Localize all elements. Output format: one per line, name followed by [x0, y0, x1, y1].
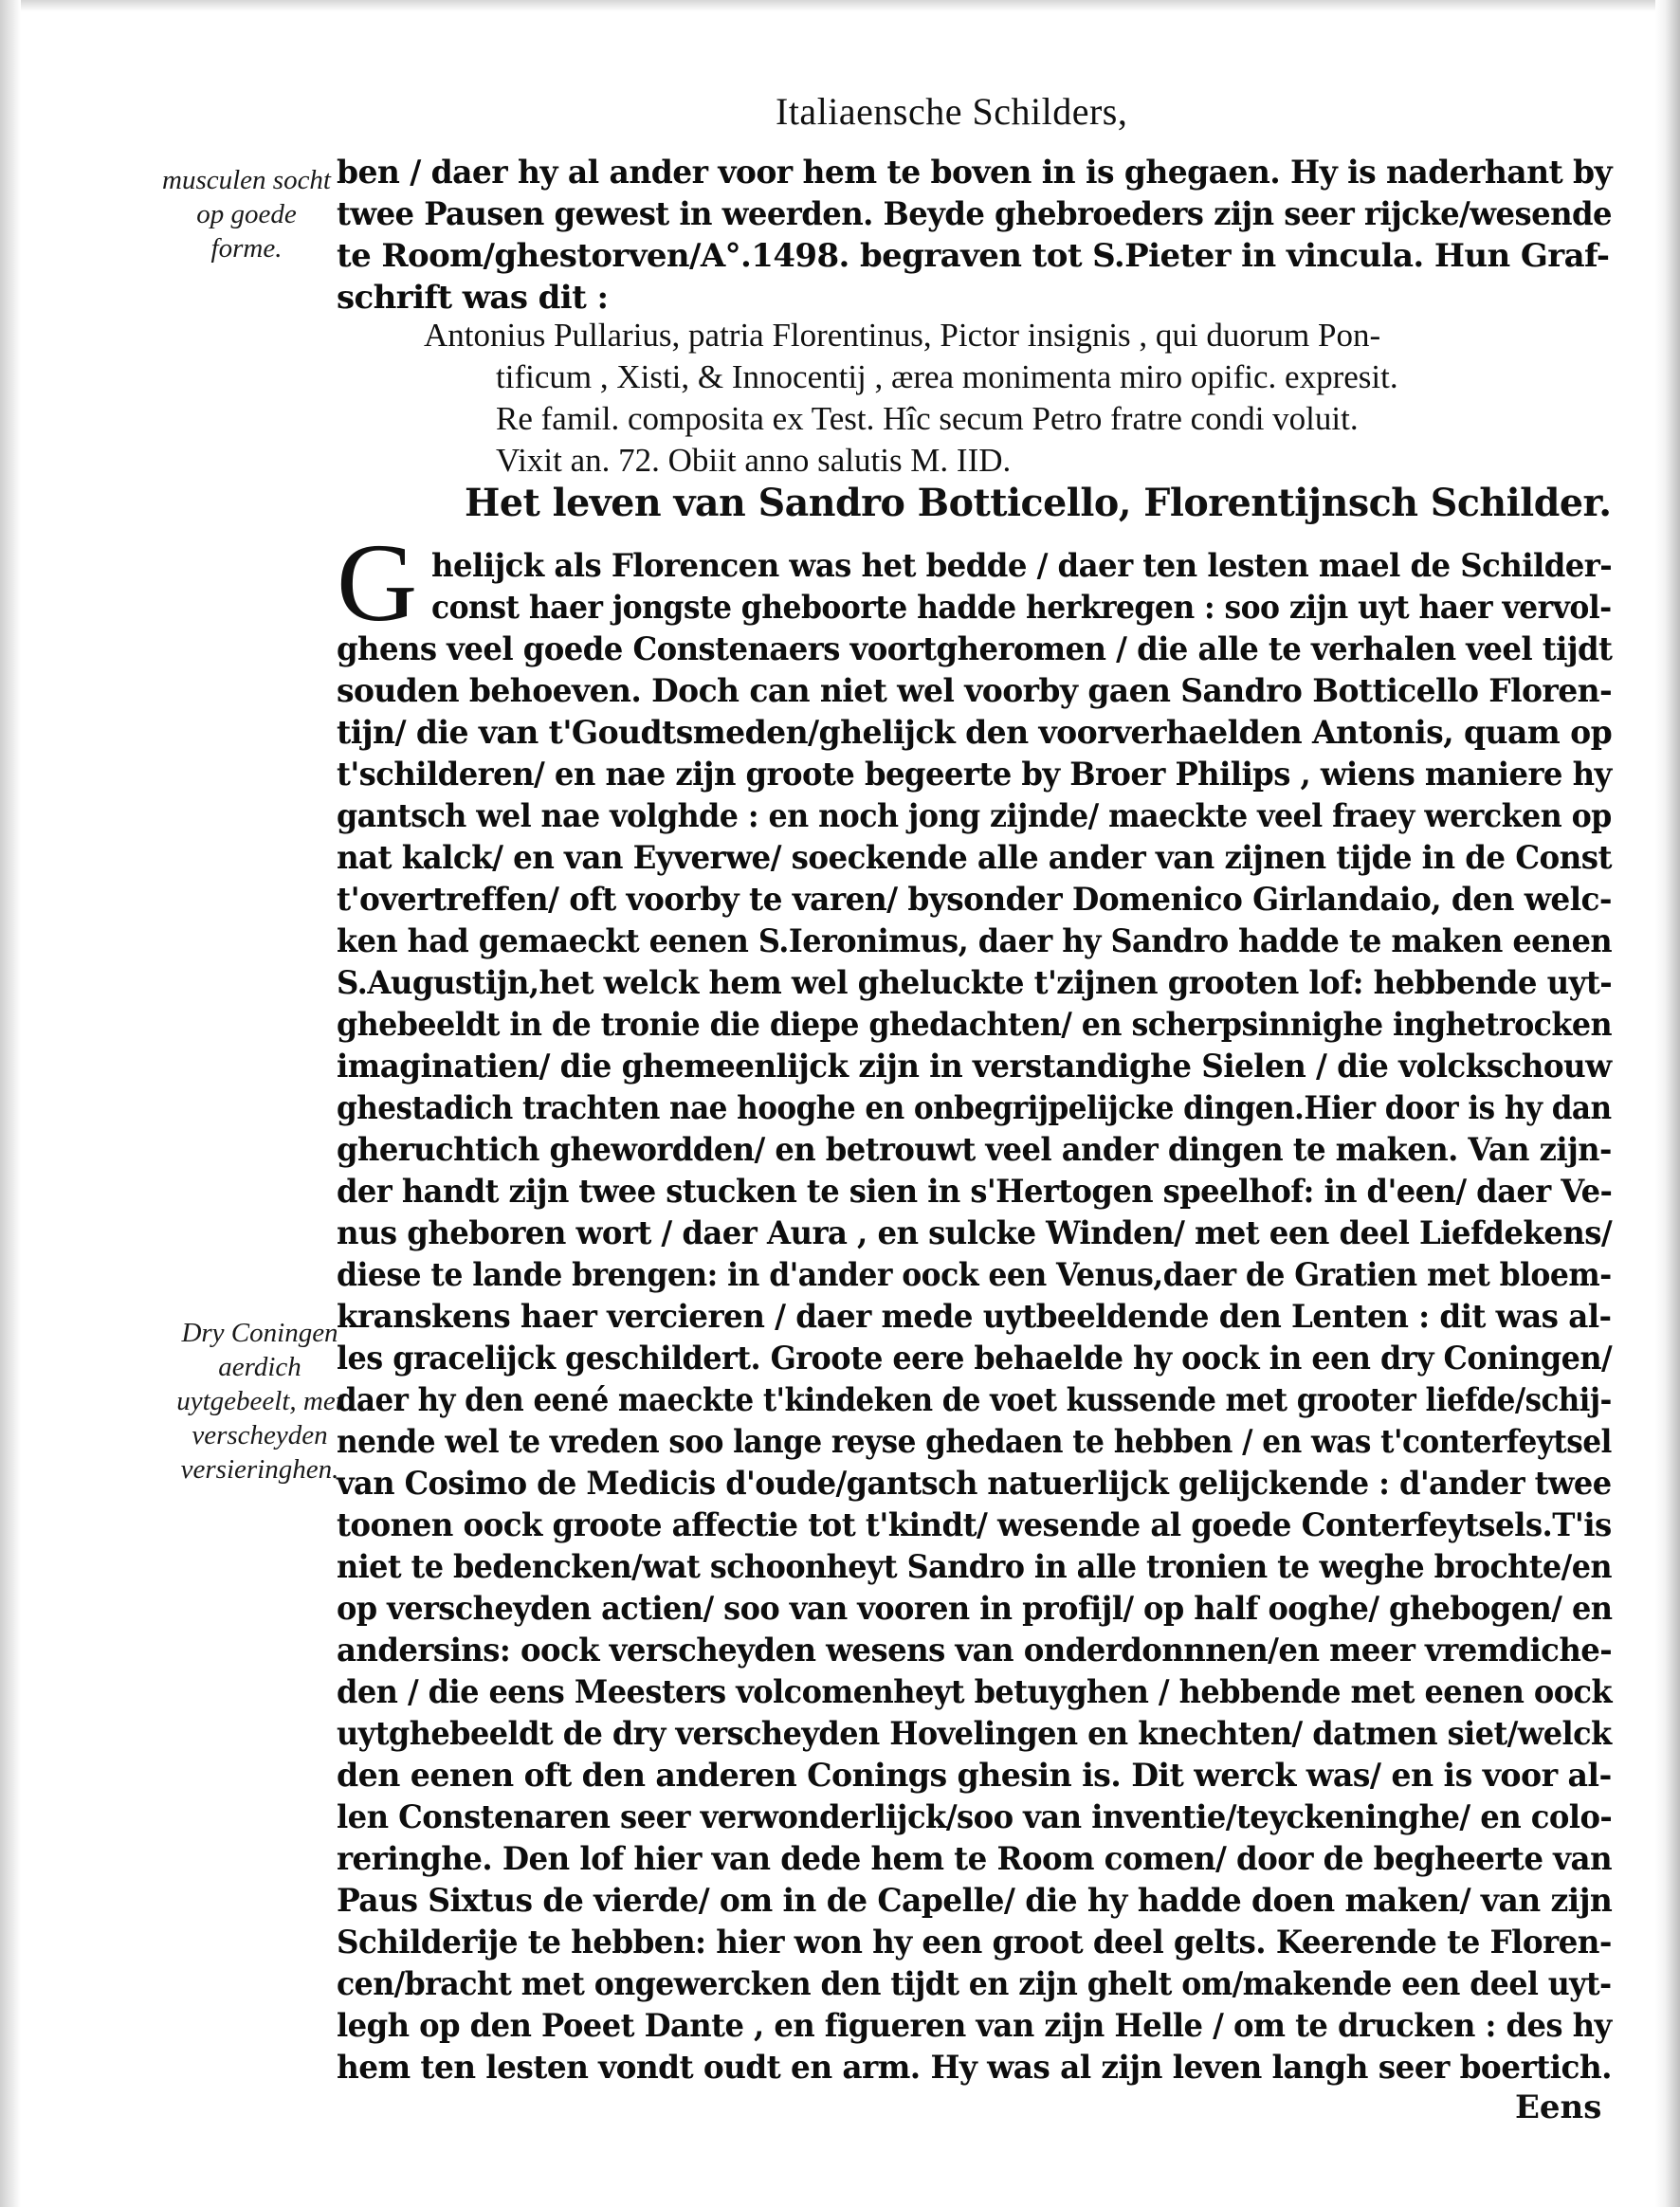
body-line: ghestadich trachten nae hooghe en onbegrijpelijcke dingen.Hier door is hy dan — [337, 1089, 1612, 1127]
body-line: daer hy den eené maeckte t'kindeken de voet kussende met grooter liefde/schij- — [337, 1381, 1612, 1419]
chapter-title: Het leven van Sandro Botticello, Florentijnsch Schilder. — [465, 481, 1612, 525]
body-line: kranskens haer vercieren / daer mede uytbeeldende den Lenten : dit was al- — [337, 1298, 1612, 1336]
body-line: imaginatien/ die ghemeenlijck zijn in verstandighe Sielen / die volckschouw — [337, 1048, 1612, 1085]
body-line: legh op den Poeet Dante , en figueren van zijn Helle / om te drucken : des hy — [337, 2007, 1612, 2045]
body-line: nat kalck/ en van Eyverwe/ soeckende alle ander van zijnen tijde in de Const — [337, 839, 1612, 877]
body-line: souden behoeven. Doch can niet wel voorby gaen Sandro Botticello Floren- — [337, 672, 1613, 710]
body-line: den / die eens Meesters volcomenheyt betuyghen / hebbende met eenen oock — [337, 1673, 1613, 1711]
catchword: Eens — [1515, 2088, 1602, 2126]
running-head: Italiaensche Schilders, — [776, 90, 1128, 133]
body-line: van Cosimo de Medicis d'oude/gantsch natuerlijck gelijckende : d'ander twee — [337, 1465, 1612, 1503]
body-line: t'schilderen/ en nae zijn groote begeerte by Broer Philips , wiens maniere hy — [337, 756, 1612, 793]
scan-shadow-left — [0, 0, 21, 2207]
epitaph-line: Vixit an. 72. Obiit anno salutis M. IID. — [496, 442, 1012, 479]
body-line: der handt zijn twee stucken te sien in s'Hertogen speelhof: in d'een/ daer Ve- — [337, 1173, 1613, 1211]
body-line: te Room/ghestorven/A°.1498. begraven tot S.Pieter in vincula. Hun Graf- — [337, 237, 1610, 275]
scan-shadow-top — [0, 0, 1680, 11]
body-line: niet te bedencken/wat schoonheyt Sandro in alle tronien te weghe brochte/en — [337, 1548, 1613, 1586]
body-line: const haer jongste gheboorte hadde herkregen : soo zijn uyt haer vervol- — [431, 589, 1612, 627]
body-line: hem ten lesten vondt oudt en arm. Hy was al zijn leven langh seer boertich. — [337, 2049, 1612, 2087]
drop-cap: G — [337, 520, 418, 645]
body-line: Schilderije te hebben: hier won hy een groot deel gelts. Keerende te Floren- — [337, 1924, 1612, 1961]
body-line: reringhe. Den lof hier van dede hem te Room comen/ door de begheerte van — [337, 1840, 1613, 1878]
body-line: helijck als Florencen was het bedde / daer ten lesten mael de Schilder- — [431, 547, 1613, 585]
body-line: tijn/ die van t'Goudtsmeden/ghelijck den voorverhaelden Antonis, quam op — [337, 714, 1613, 752]
body-line: op verscheyden actien/ soo van vooren in profijl/ op half ooghe/ ghebogen/ en — [337, 1590, 1613, 1628]
epitaph-line: Re famil. composita ex Test. Hîc secum Petro fratre condi voluit. — [496, 400, 1359, 437]
body-line: les gracelijck geschildert. Groote eere behaelde hy oock in een dry Coningen/ — [337, 1340, 1613, 1377]
body-line: nende wel te vreden soo lange reyse ghedaen te hebben / en was t'conterfeytsel — [337, 1423, 1612, 1461]
body-line: ben / daer hy al ander voor hem te boven in is ghegaen. Hy is naderhant by — [337, 154, 1613, 192]
margin-note-2: Dry Coningen aerdich uytgebeelt, met verscheyden versieringhen. — [176, 1318, 343, 1485]
body-line: len Constenaren seer verwonderlijck/soo van inventie/teyckeninghe/ en colo- — [337, 1798, 1613, 1836]
epitaph-line: Antonius Pullarius, patria Florentinus, Pictor insignis , qui duorum Pon- — [424, 317, 1381, 354]
body-line: Paus Sixtus de vierde/ om in de Capelle/ die hy hadde doen maken/ van zijn — [337, 1882, 1613, 1920]
body-line: diese te lande brengen: in d'ander oock een Venus,daer de Gratien met bloem- — [337, 1256, 1612, 1294]
body-line: gheruchtich ghewordden/ en betrouwt veel ander dingen te maken. Van zijn- — [337, 1131, 1612, 1169]
body-line: t'overtreffen/ oft voorby te varen/ bysonder Domenico Girlandaio, den welc- — [337, 881, 1612, 919]
body-line: den eenen oft den anderen Conings ghesin is. Dit werck was/ en is voor al- — [337, 1757, 1612, 1795]
body-line: ghens veel goede Constenaers voortgheromen / die alle te verhalen veel tijdt — [337, 630, 1613, 668]
body-line: nus gheboren wort / daer Aura , en sulcke Winden/ met een deel Liefdekens/ — [337, 1214, 1613, 1252]
body-line: uytghebeeldt de dry verscheyden Hovelingen en knechten/ datmen siet/welck — [337, 1715, 1612, 1753]
scan-shadow-right — [1655, 0, 1680, 2207]
body-line: ghebeeldt in de tronie die diepe ghedachten/ en scherpsinnighe inghetrocken — [337, 1006, 1613, 1044]
body-line: cen/bracht met ongewercken den tijdt en zijn ghelt om/makende een deel uyt- — [337, 1965, 1612, 2003]
body-line: ken had gemaeckt eenen S.Ieronimus, daer hy Sandro hadde te maken eenen — [337, 922, 1613, 960]
epitaph-line: tificum , Xisti, & Innocentij , ærea monimenta miro opific. expresit. — [496, 358, 1398, 395]
body-line: gantsch wel nae volghde : en noch jong zijnde/ maeckte veel fraey wercken op — [337, 797, 1612, 835]
margin-note-1: musculen socht op goede forme. — [162, 165, 331, 264]
body-line: twee Pausen gewest in weerden. Beyde ghebroeders zijn seer rijcke/wesende — [337, 195, 1612, 233]
body-line: schrift was dit : — [337, 279, 609, 317]
body-line: andersins: oock verscheyden wesens van onderdonnnen/en meer vremdiche- — [337, 1632, 1613, 1669]
body-line: toonen oock groote affectie tot t'kindt/ wesende al goede Conterfeytsels.T'is — [337, 1506, 1612, 1544]
body-line: S.Augustijn,het welck hem wel gheluckte t'zijnen grooten lof: hebbende uyt- — [337, 964, 1613, 1002]
